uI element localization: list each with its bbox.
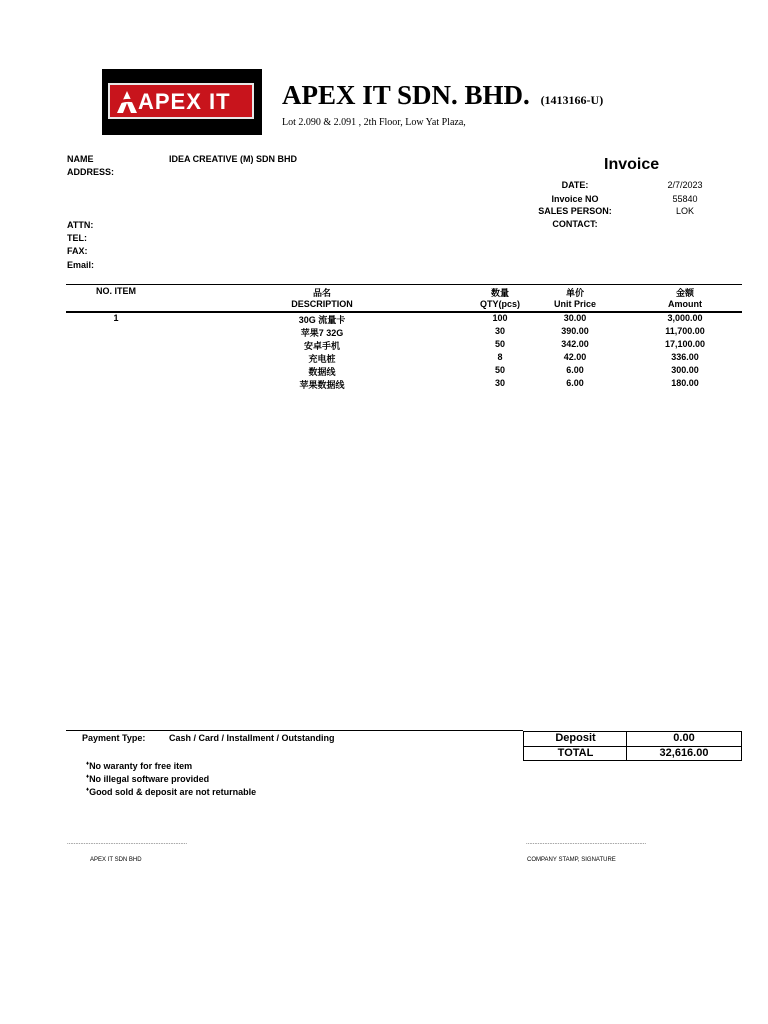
cell-price: 42.00 — [563, 352, 587, 362]
footer-rule — [66, 730, 523, 731]
deposit-label: Deposit — [555, 732, 596, 744]
table-row — [0, 313, 768, 326]
cell-qty: 50 — [494, 339, 505, 349]
tel-label: TEL: — [67, 233, 87, 243]
signature-line-right: ........................................................................ — [526, 840, 647, 846]
col-header-no-item: NO. ITEM — [96, 286, 136, 296]
logo-banner — [108, 83, 254, 119]
email-label: Email: — [67, 260, 95, 270]
col-header-price-en: Unit Price — [553, 299, 596, 309]
total-value: 32,616.00 — [659, 747, 709, 759]
cell-desc: 苹果数据线 — [299, 380, 345, 390]
cell-qty: 30 — [494, 326, 505, 336]
col-header-qty-en: QTY(pcs) — [479, 299, 520, 309]
cell-no: 1 — [113, 313, 119, 323]
cell-qty: 30 — [494, 378, 505, 388]
table-row — [0, 378, 768, 391]
note-item: ♦No illegal software provided — [86, 774, 210, 784]
cell-qty: 50 — [494, 365, 505, 375]
col-header-qty-cn: 数量 — [490, 288, 509, 298]
table-top-rule — [66, 284, 742, 285]
signature-line-left: ........................................................................ — [67, 840, 188, 846]
signature-label-left: APEX IT SDN BHD — [90, 857, 142, 863]
registration-number: (1413166-U) — [540, 93, 604, 107]
col-header-desc-en: DESCRIPTION — [291, 299, 353, 309]
payment-type-value: Cash / Card / Installment / Outstanding — [169, 733, 335, 743]
deposit-value: 0.00 — [673, 732, 695, 744]
logo-swoosh-icon — [116, 90, 138, 114]
cell-qty: 8 — [497, 352, 503, 362]
cell-desc: 苹果7 32G — [300, 328, 344, 338]
sales-person-label: SALES PERSON: — [538, 206, 612, 216]
company-logo — [102, 69, 262, 135]
note-text: No illegal software provided — [89, 774, 210, 784]
cell-desc: 充电桩 — [308, 354, 336, 364]
col-header-desc-cn: 品名 — [312, 288, 331, 298]
cell-amount: 17,100.00 — [664, 339, 706, 349]
company-name-text: APEX IT SDN. BHD. — [282, 80, 530, 110]
logo-wordmark: APEX IT — [138, 89, 231, 114]
table-row — [0, 339, 768, 352]
note-item: ♦Good sold & deposit are not returnable — [86, 787, 257, 797]
company-name — [282, 80, 603, 111]
sales-person-value: LOK — [675, 206, 694, 216]
cell-amount: 11,700.00 — [665, 326, 705, 336]
table-row — [0, 326, 768, 339]
address-label: ADDRESS: — [67, 167, 115, 177]
attn-label: ATTN: — [67, 220, 94, 230]
payment-type-label: Payment Type: — [82, 733, 146, 743]
contact-label: CONTACT: — [552, 219, 598, 229]
col-header-amount-en: Amount — [668, 299, 702, 309]
total-label: TOTAL — [557, 747, 594, 759]
cell-price: 390.00 — [561, 326, 589, 336]
cell-amount: 180.00 — [671, 378, 699, 388]
deposit-row — [524, 732, 741, 746]
col-header-amount-cn: 金额 — [675, 288, 694, 298]
invoice-title: Invoice — [604, 156, 660, 173]
col-header-price-cn: 单价 — [565, 288, 584, 298]
cell-price: 30.00 — [563, 313, 587, 323]
totals-box — [523, 731, 742, 761]
cell-amount: 336.00 — [671, 352, 699, 362]
customer-name: IDEA CREATIVE (M) SDN BHD — [169, 154, 297, 164]
company-address: Lot 2.090 & 2.091 , 2th Floor, Low Yat Plaza, — [282, 117, 466, 128]
cell-desc: 数据线 — [308, 367, 336, 377]
date-label: DATE: — [561, 180, 589, 190]
table-row — [0, 352, 768, 365]
cell-qty: 100 — [492, 313, 508, 323]
name-label: NAME — [67, 154, 94, 164]
cell-desc: 30G 流量卡 — [298, 315, 346, 325]
cell-price: 6.00 — [566, 365, 584, 375]
invoice-number-value: 55840 — [672, 194, 698, 204]
cell-amount: 3,000.00 — [667, 313, 703, 323]
note-text: No waranty for free item — [89, 761, 193, 771]
total-row — [524, 747, 741, 761]
table-row — [0, 365, 768, 378]
note-text: Good sold & deposit are not returnable — [89, 787, 257, 797]
cell-price: 342.00 — [561, 339, 589, 349]
signature-label-right: COMPANY STAMP, SIGNATURE — [527, 857, 616, 863]
fax-label: FAX: — [67, 246, 88, 256]
date-value: 2/7/2023 — [667, 180, 703, 190]
invoice-number-label: Invoice NO — [551, 194, 599, 204]
note-item: ♦No waranty for free item — [86, 761, 193, 771]
cell-amount: 300.00 — [671, 365, 699, 375]
cell-price: 6.00 — [566, 378, 584, 388]
cell-desc: 安卓手机 — [303, 341, 340, 351]
